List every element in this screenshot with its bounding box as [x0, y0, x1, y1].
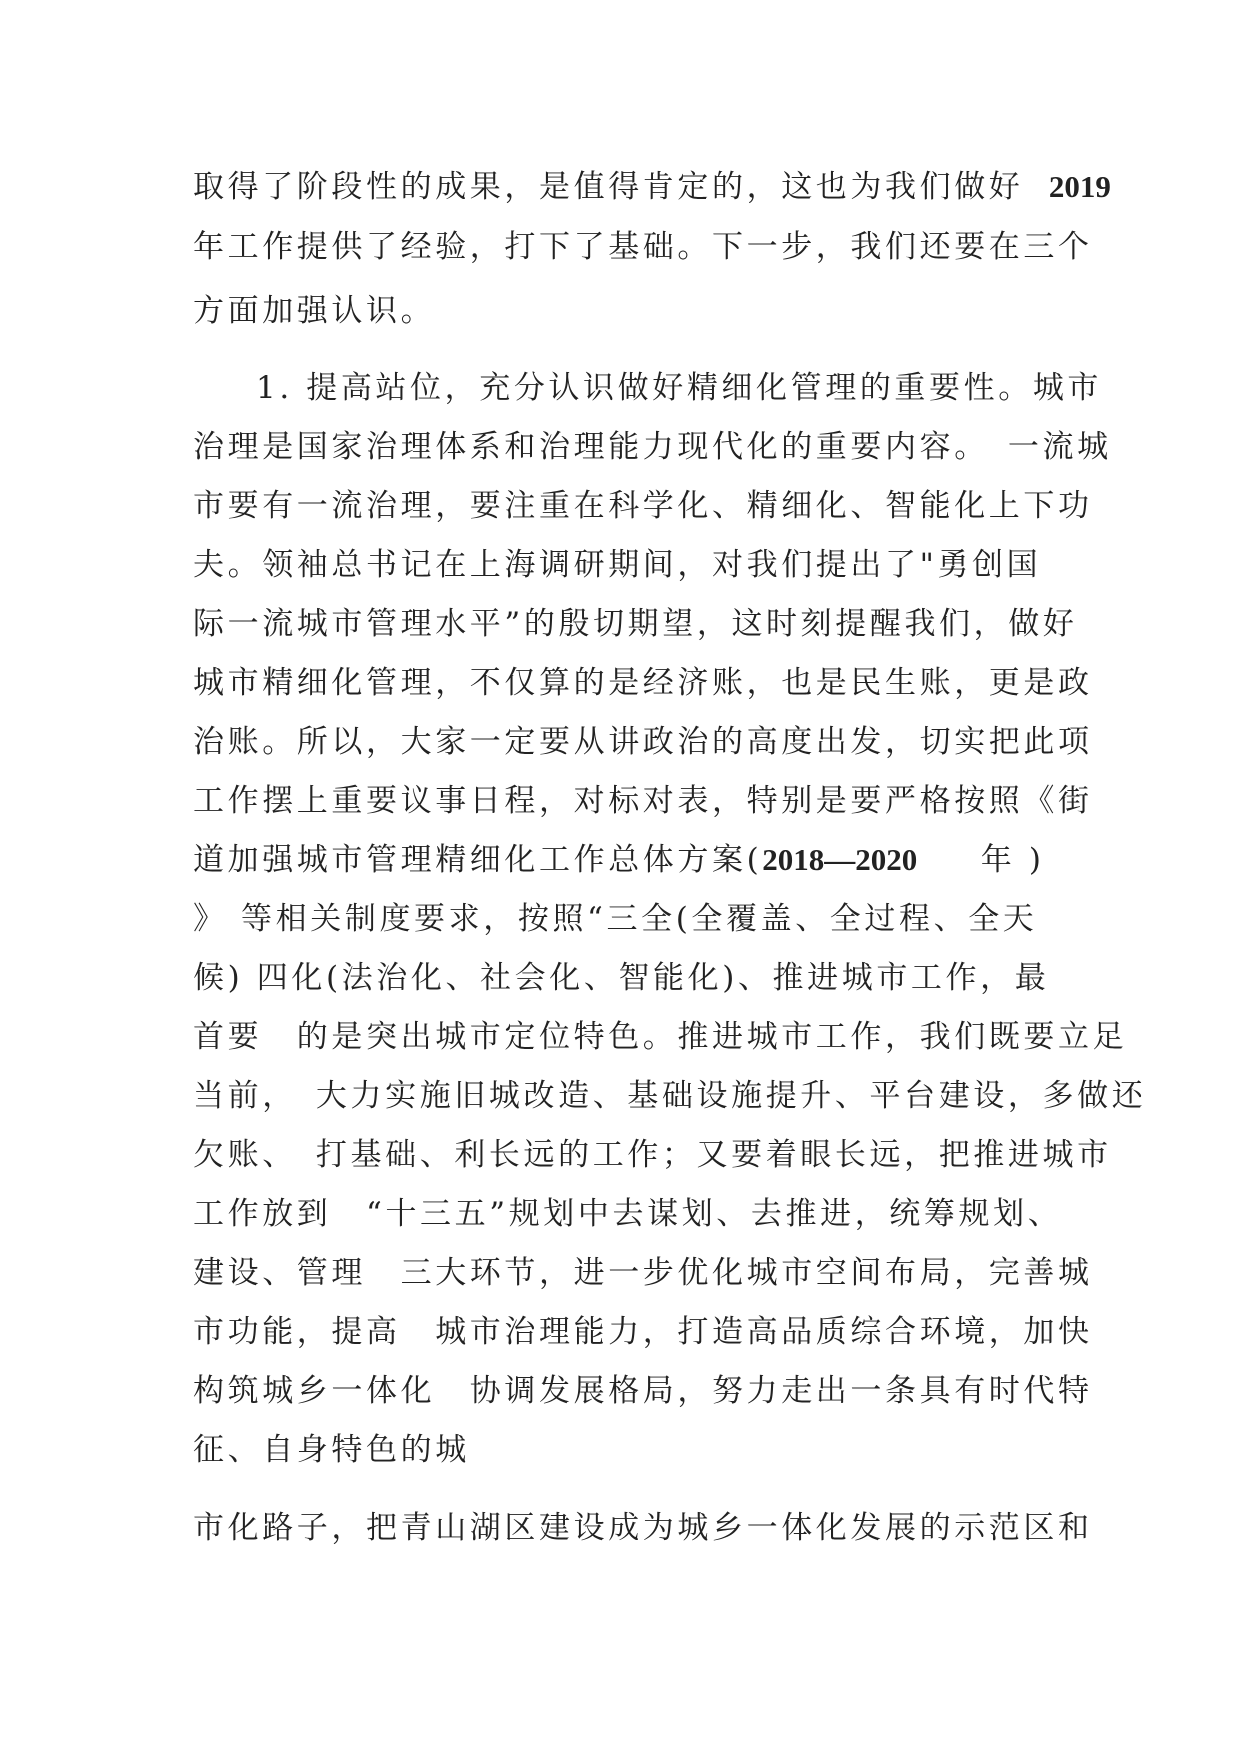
text-line: 夫。领袖总书记在上海调研期间，对我们提出了"勇创国 — [193, 547, 1042, 583]
text-line: 治账。所以，大家一定要从讲政治的高度出发，切实把此项 — [193, 724, 1093, 760]
text-line: 欠账、 打基础、利长远的工作；又要着眼长远，把推进城市 — [193, 1137, 1112, 1173]
text-line: 道加强城市管理精细化工作总体方案(2018—2020 年 ) — [193, 842, 1045, 878]
text-line: 市要有一流治理，要注重在科学化、精细化、智能化上下功 — [193, 488, 1093, 524]
text-line: 方面加强认识。 — [193, 293, 436, 329]
text-line: 市化路子，把青山湖区建设成为城乡一体化发展的示范区和 — [193, 1510, 1093, 1546]
year-number: 2019 — [1048, 169, 1111, 204]
text-line: 首要 的是突出城市定位特色。推进城市工作，我们既要立足 — [193, 1019, 1128, 1055]
text-line: 工作放到 “十三五”规划中去谋划、去推进，统筹规划、 — [193, 1196, 1063, 1232]
text-line: 取得了阶段性的成果，是值得肯定的，这也为我们做好 2019 — [193, 169, 1111, 205]
text-line: 工作摆上重要议事日程，对标对表，特别是要严格按照《街 — [193, 783, 1093, 819]
text-line: 候) 四化(法治化、社会化、智能化)、推进城市工作，最 — [193, 960, 1050, 996]
text-line: 治理是国家治理体系和治理能力现代化的重要内容。 一流城 — [193, 429, 1112, 465]
text-line: 城市精细化管理，不仅算的是经济账，也是民生账，更是政 — [193, 665, 1093, 701]
text-line: 构筑城乡一体化 协调发展格局，努力走出一条具有时代特 — [193, 1373, 1093, 1409]
text-line: 征、自身特色的城 — [193, 1432, 470, 1468]
text-line: 当前， 大力实施旧城改造、基础设施提升、平台建设，多做还 — [193, 1078, 1147, 1114]
section-heading-line: 1. 提高站位，充分认识做好精细化管理的重要性。城市 — [256, 370, 1103, 406]
text-line: 》 等相关制度要求，按照“三全(全覆盖、全过程、全天 — [193, 901, 1038, 937]
text-line: 年工作提供了经验，打下了基础。下一步，我们还要在三个 — [193, 229, 1093, 265]
text-line: 建设、管理 三大环节，进一步优化城市空间布局，完善城 — [193, 1255, 1093, 1291]
year-range-number: 2018—2020 — [762, 842, 918, 877]
text-line: 际一流城市管理水平”的殷切期望，这时刻提醒我们，做好 — [193, 606, 1078, 642]
text-line: 市功能，提高 城市治理能力，打造高品质综合环境，加快 — [193, 1314, 1093, 1350]
